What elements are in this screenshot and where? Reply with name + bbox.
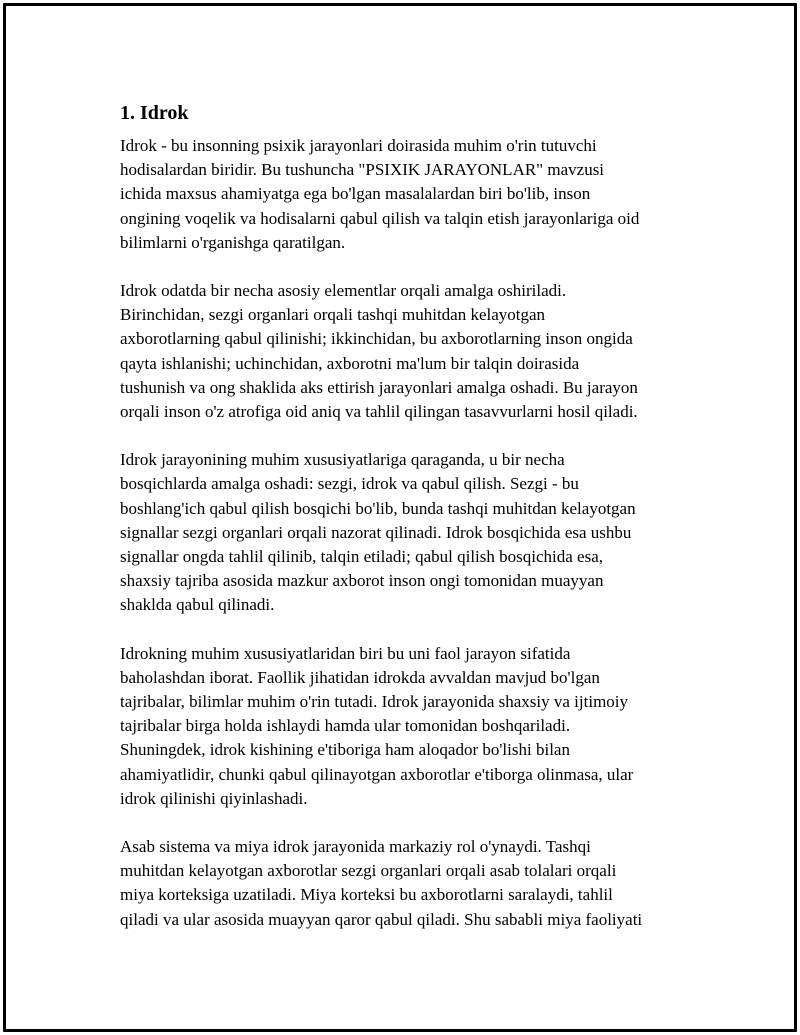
text-line: baholashdan iborat. Faollik jihatidan idrokda avvaldan mavjud bo'lgan — [120, 667, 600, 687]
text-line: tajribalar birga holda ishlaydi hamda ular tomonidan boshqariladi. — [120, 716, 571, 736]
text-line: Idrok - bu insonning psixik jarayonlari doirasida muhim o'rin tutuvchi — [120, 136, 597, 155]
paragraph-list — [120, 134, 720, 932]
text-line: bosqichlarda amalga oshadi: sezgi, idrok va qabul qilish. Sezgi - bu — [120, 474, 579, 494]
text-line: Birinchidan, sezgi organlari orqali tashqi muhitdan kelayotgan — [120, 305, 546, 325]
paragraph-2 — [120, 279, 720, 424]
text-line: ahamiyatlidir, chunki qabul qilinayotgan axborotlar e'tiborga olinmasa, ular — [120, 764, 634, 784]
text-line: qayta ishlanishi; uchinchidan, axborotni ma'lum bir talqin doirasida — [120, 353, 580, 373]
text-line: tushunish va ong shaklida aks ettirish jarayonlari amalga oshadi. Bu jarayon — [120, 377, 638, 397]
text-line: signallar sezgi organlari orqali nazorat qilinadi. Idrok bosqichida esa ushbu — [120, 522, 632, 542]
text-line: Shuningdek, idrok kishining e'tiboriga ham aloqador bo'lishi bilan — [120, 740, 570, 760]
text-line: idrok qilinishi qiyinlashadi. — [120, 788, 308, 808]
text-line: signallar ongda tahlil qilinib, talqin etiladi; qabul qilish bosqichida esa, — [120, 547, 603, 567]
page-border — [3, 3, 797, 1032]
paragraph-1 — [120, 134, 720, 255]
paragraph-5 — [120, 835, 720, 932]
text-line: Idrokning muhim xususiyatlaridan biri bu uni faol jarayon sifatida — [120, 643, 571, 663]
text-line: qiladi va ular asosida muayyan qaror qabul qiladi. Shu sababli miya faoliyati — [120, 909, 643, 929]
text-line: shaxsiy tajriba asosida mazkur axborot inson ongi tomonidan muayyan — [120, 571, 604, 591]
paragraph-4 — [120, 642, 720, 811]
text-line: Asab sistema va miya idrok jarayonida markaziy rol o'ynaydi. Tashqi — [120, 837, 591, 857]
text-line: ongining voqelik va hodisalarni qabul qilish va talqin etish jarayonlariga oid — [120, 208, 640, 228]
document-content — [120, 100, 720, 956]
text-line: hodisalardan biridir. Bu tushuncha "PSIXIK JARAYONLAR" mavzusi — [120, 160, 605, 180]
text-line: orqali inson o'z atrofiga oid aniq va tahlil qilingan tasavvurlarni hosil qiladi. — [120, 402, 638, 422]
text-line: Idrok jarayonining muhim xususiyatlariga qaraganda, u bir necha — [120, 450, 565, 470]
paragraph-3 — [120, 448, 720, 617]
text-line: muhitdan kelayotgan axborotlar sezgi organlari orqali asab tolalari orqali — [120, 861, 617, 881]
text-line: tajribalar, bilimlar muhim o'rin tutadi. Idrok jarayonida shaxsiy va ijtimoiy — [120, 692, 629, 712]
section-heading: 1. Idrok — [120, 102, 189, 124]
text-line: miya korteksiga uzatiladi. Miya korteksi bu axborotlarni saralaydi, tahlil — [120, 885, 613, 905]
text-line: boshlang'ich qabul qilish bosqichi bo'lib, bunda tashqi muhitdan kelayotgan — [120, 498, 636, 518]
text-line: shaklda qabul qilinadi. — [120, 595, 275, 615]
text-line: axborotlarning qabul qilinishi; ikkinchidan, bu axborotlarning inson ongida — [120, 329, 633, 349]
text-line: bilimlarni o'rganishga qaratilgan. — [120, 232, 346, 252]
text-line: ichida maxsus ahamiyatga ega bo'lgan masalalardan biri bo'lib, inson — [120, 184, 591, 204]
text-line: Idrok odatda bir necha asosiy elementlar orqali amalga oshiriladi. — [120, 281, 567, 301]
